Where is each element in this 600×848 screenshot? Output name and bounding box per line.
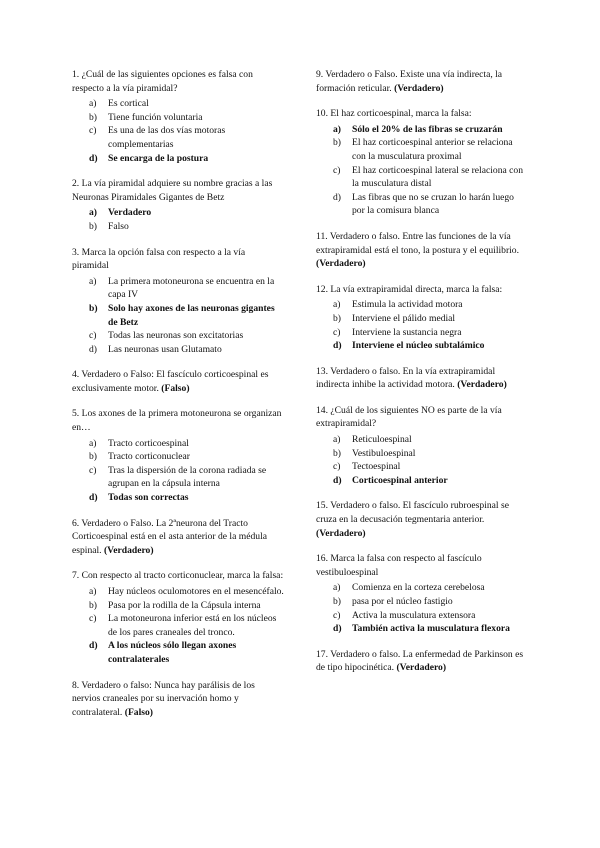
question-stem: 4. Verdadero o Falso: El fascículo corticoespinal es exclusivamente motor. (Falso) xyxy=(72,369,269,394)
question-stem: 13. Verdadero o falso. En la vía extrapiramidal indirecta inhibe la actividad motora. (Verdadero) xyxy=(316,365,507,391)
question-stem: 3. Marca la opción falsa con respecto a la vía piramidal xyxy=(72,246,246,272)
option-c: c) Interviene la sustancia negra xyxy=(333,326,462,338)
question-stem: 9. Verdadero o Falso. Existe una vía indirecta, la formación reticular. (Verdadero) xyxy=(316,69,503,94)
question-15 xyxy=(316,499,528,540)
option-list xyxy=(316,433,528,487)
question-stem: 15. Verdadero o falso. El fascículo rubroespinal se cruza en la decusación tegmentaria anterior. (Verdadero) xyxy=(316,500,509,539)
option-list xyxy=(72,275,284,357)
question-2 xyxy=(72,177,284,233)
option-a-correct: a) Verdadero xyxy=(89,207,152,219)
option-b: b) Falso xyxy=(89,220,129,232)
question-stem: 7. Con respecto al tracto corticonuclear, marca la falsa: xyxy=(72,570,284,582)
left-column xyxy=(72,68,284,731)
option-a: a) La primera motoneurona se encuentra en la capa IV xyxy=(89,275,275,301)
right-column xyxy=(316,68,528,687)
option-list xyxy=(72,206,284,233)
question-stem: 6. Verdadero o Falso. La 2ªneurona del Tracto Corticoespinal está en el asta anterior de la médula espinal. (Verdadero) xyxy=(72,517,267,556)
option-a: a) Hay núcleos oculomotores en el mesencéfalo. xyxy=(89,586,284,597)
option-c: c) La motoneurona inferior está en los núcleos de los pares craneales del tronco. xyxy=(89,613,277,638)
question-stem: 17. Verdadero o falso. La enfermedad de Parkinson es de tipo hipocinética. (Verdadero) xyxy=(316,648,524,674)
option-a: a) Tracto corticoespinal xyxy=(89,437,189,449)
question-stem: 5. Los axones de la primera motoneurona se organizan en… xyxy=(72,408,282,434)
answer-label: (Falso) xyxy=(124,706,153,718)
option-c: c) El haz corticoespinal lateral se relaciona con la musculatura distal xyxy=(333,164,524,190)
question-stem: 12. La vía extrapiramidal directa, marca la falsa: xyxy=(316,283,503,295)
question-stem: 10. El haz corticoespinal, marca la falsa: xyxy=(316,108,472,120)
option-c: c) Todas las neuronas son excitatorias xyxy=(89,330,244,342)
question-5 xyxy=(72,407,284,504)
question-stem: 1. ¿Cuál de las siguientes opciones es falsa con respecto a la vía piramidal? xyxy=(72,69,253,94)
question-17 xyxy=(316,648,528,675)
option-d: d) Las fibras que no se cruzan lo harán luego por la comisura blanca xyxy=(333,191,514,217)
question-6 xyxy=(72,517,284,558)
question-stem: 14. ¿Cuál de los siguientes NO es parte de la vía extrapiramidal? xyxy=(316,404,502,430)
question-3 xyxy=(72,246,284,357)
option-c: c) Tectoespinal xyxy=(333,461,401,473)
option-b: b) Vestibuloespinal xyxy=(333,447,416,459)
option-c: c) Activa la musculatura extensora xyxy=(333,609,476,621)
option-list xyxy=(72,585,284,667)
question-stem: 2. La vía piramidal adquiere su nombre gracias a las Neuronas Piramidales Gigantes de Betz xyxy=(72,178,273,203)
option-d-correct: d) Todas son correctas xyxy=(89,492,189,504)
option-d-correct: d) Se encarga de la postura xyxy=(89,152,209,164)
option-d-correct: d) A los núcleos sólo llegan axones contralaterales xyxy=(89,640,237,665)
option-d-correct: d) Interviene el núcleo subtalámico xyxy=(333,340,485,352)
option-a: a) Es cortical xyxy=(89,98,149,110)
question-1 xyxy=(72,68,284,165)
option-b-correct: b) Solo hay axones de las neuronas gigantes de Betz xyxy=(89,302,275,328)
answer-label: (Verdadero) xyxy=(457,379,507,391)
answer-label: (Verdadero) xyxy=(396,662,447,674)
option-c: c) Es una de las dos vías motoras complementarias xyxy=(89,125,226,150)
option-a: a) Comienza en la corteza cerebelosa xyxy=(333,582,485,594)
option-a: a) Reticuloespinal xyxy=(333,434,412,446)
option-d-correct: d) También activa la musculatura flexora xyxy=(333,623,510,635)
option-list xyxy=(72,437,284,505)
option-b: b) El haz corticoespinal anterior se relaciona con la musculatura proximal xyxy=(333,137,513,162)
question-7 xyxy=(72,569,284,666)
option-list xyxy=(72,97,284,165)
option-list xyxy=(316,123,528,218)
question-4 xyxy=(72,368,284,395)
option-d: d) Las neuronas usan Glutamato xyxy=(89,343,222,355)
question-14 xyxy=(316,404,528,488)
option-list xyxy=(316,298,528,352)
option-d-correct: d) Corticoespinal anterior xyxy=(333,474,448,486)
question-12 xyxy=(316,283,528,353)
option-list xyxy=(316,581,528,635)
option-b: b) Interviene el pálido medial xyxy=(333,312,456,324)
question-stem: 11. Verdadero o falso. Entre las funciones de la vía extrapiramidal está el tono, la postura y el equilibrio. (Verdadero) xyxy=(316,230,520,270)
answer-label: (Falso) xyxy=(161,382,190,394)
answer-label: (Verdadero) xyxy=(394,82,444,94)
question-8 xyxy=(72,679,284,720)
option-c: c) Tras la dispersión de la corona radiada se agrupan en la cápsula interna xyxy=(89,464,267,490)
question-16 xyxy=(316,552,528,636)
answer-label: (Verdadero) xyxy=(316,527,366,539)
option-a: a) Estimula la actividad motora xyxy=(333,299,463,311)
question-stem: 8. Verdadero o falso: Nunca hay parálisis de los nervios craneales por su inervación homo y contralateral. (Falso) xyxy=(72,679,255,718)
question-11 xyxy=(316,230,528,271)
option-b: b) Pasa por la rodilla de la Cápsula interna xyxy=(89,599,261,611)
answer-label: (Verdadero) xyxy=(316,258,366,270)
option-b: b) Tiene función voluntaria xyxy=(89,111,203,123)
option-a-correct: a) Sólo el 20% de las fibras se cruzarán xyxy=(333,123,503,135)
question-9 xyxy=(316,68,528,95)
option-b: b) pasa por el núcleo fastigio xyxy=(333,596,453,607)
question-stem: 16. Marca la falsa con respecto al fascículo vestibuloespinal xyxy=(316,553,482,578)
option-b: b) Tracto corticonuclear xyxy=(89,451,190,463)
answer-label: (Verdadero) xyxy=(103,544,154,556)
question-10 xyxy=(316,107,528,218)
question-13 xyxy=(316,365,528,392)
